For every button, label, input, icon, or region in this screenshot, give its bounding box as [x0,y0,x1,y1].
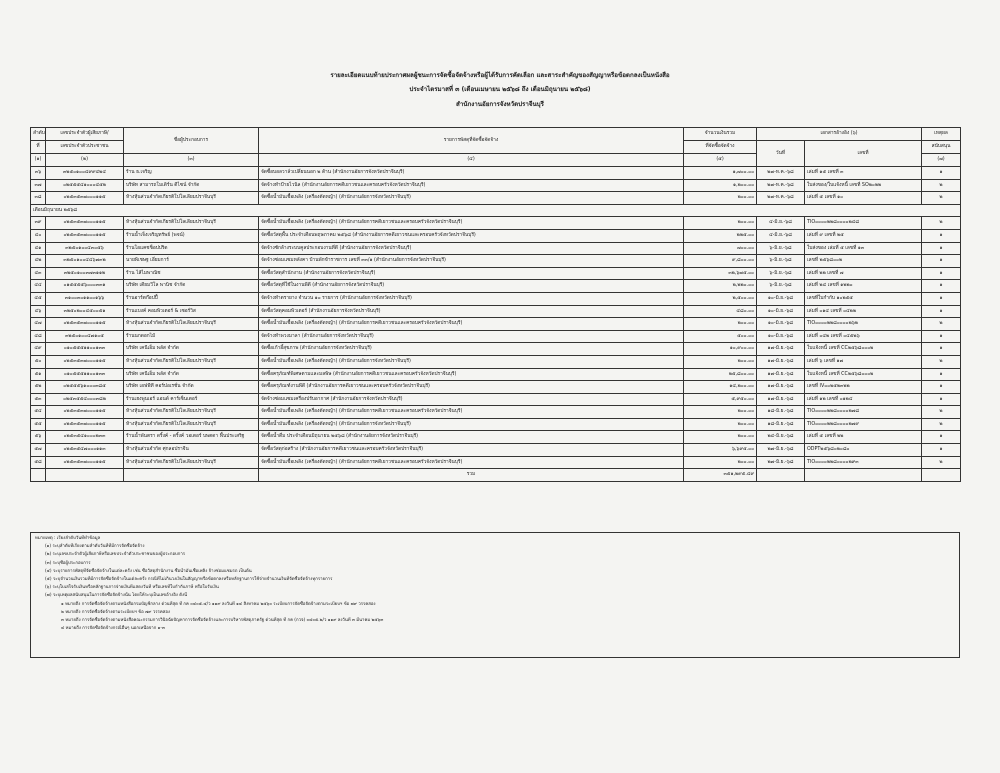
doc-period: ประจำไตรมาสที่ ๓ (เดือนเมษายน ๒๕๖๘ ถึง เดือนมิถุนายน ๒๕๖๘) [409,86,591,93]
row-ref: ใบแจ้งหนี้ เลขที่ CC๒๕๖๘๐๐๐๒ [805,343,922,356]
doc-office: สำนักงานอัยการจังหวัดปราจีนบุรี [456,101,544,108]
row-reason: ๒ [922,406,961,419]
row-amount: ๒๐๐.๐๐ [684,217,757,230]
row-ref: ใบส่งของ/ใบแจ้งหนี้ เลขที่ SO๒๐๒๒ [805,179,922,192]
row-ref: ODPT๒๕๖๘๐๒๐๘๐ [805,444,922,457]
row-item: จัดจ้างทำพวงมาลา (สำนักงานอัยการจังหวัดปราจีนบุรี) [259,330,684,343]
col-amount-2: ที่จัดซื้อจัดจ้าง [684,141,757,154]
row-amount: ๒,๒๒๐.๐๐ [684,280,757,293]
reason-3: ๓ หมายถึง การจัดซื้อจัดจ้างตามหนังสือคณะกรรมการวินิจฉัยปัญหาการจัดซื้อจัดจ้างและการบริหารพัสดุภาครัฐ ด่วนที่สุด ที่ กค (กวจ) ๐๔๐๕.๒/ว ๑๑๙ ลงวันที่ ๓ มีนาคม ๒๕๖๓ [61,618,384,624]
row-item: จัดซื้อครุภัณฑ์พิเศษตามและมลพิษ (สำนักงานอัยการคดีเยาวชนและครอบครัวจังหวัดปราจีนบุรี) [259,368,684,381]
table-row [31,343,961,356]
row-amount: ๙,๘๐๐.๐๐ [684,255,757,268]
rows-before [31,167,961,205]
row-reason: ๑ [922,305,961,318]
row-date: ๖-มิ.ย.-๖๘ [757,280,805,293]
row-amount: ๒๕,๘๐๐.๐๐ [684,368,757,381]
row-amount: ๒๐๐.๐๐ [684,431,757,444]
row-tax: ๓๒๕๐๑๐๐๔๔๖๗๓๒ [46,255,124,268]
procurement-table [30,127,961,482]
row-reason: ๒ [922,418,961,431]
row-reason: ๑ [922,280,961,293]
row-no: ๕๔ [31,406,46,419]
row-reason: ๑ [922,393,961,406]
row-vendor: ห้างหุ้นส่วนจำกัด ศุกลอปราจีน [124,444,259,457]
table-row [31,318,961,331]
row-ref: เลขที่ใบกำกับ ๑๐๒๕๕ [805,292,922,305]
row-ref: เลขที่ ๒๕๖๘๐๐๒ [805,255,922,268]
row-date: ๒๗-มิ.ย.-๖๘ [757,444,805,457]
month-label: เดือนมิถุนายน ๒๕๖๘ [31,204,961,217]
row-reason: ๑ [922,255,961,268]
row-item: จัดซื้อน้ำมันเชื้อเพลิง (เครื่องตัดหญ้า) (สำนักงานอัยการจังหวัดปราจีนบุรี) [259,355,684,368]
col-tax: เลขประจำตัวผู้เสียภาษี/ [46,128,124,141]
row-reason: ๒ [922,179,961,192]
total-section [31,469,961,482]
row-vendor: ร้านอาร์ตก๊อปปี้ [124,292,259,305]
table-row [31,255,961,268]
row-vendor: บริษัท เคนีเอ็ม พลัส จำกัด [124,343,259,356]
col-no-num: (๑) [31,154,46,167]
month-row [31,204,961,217]
row-no: ๔๘ [31,330,46,343]
row-date: ๒๗-มิ.ย.-๖๘ [757,456,805,469]
col-amount: จำนวนเงินรวม [684,128,757,141]
row-reason: ๑ [922,267,961,280]
row-date: ๑๐-มิ.ย.-๖๘ [757,330,805,343]
row-ref: เล่มที่ ๐๑๔ เลขที่ ๐๔๒๒ [805,305,922,318]
row-item: จัดจ้างทำตรายาง จำนวน ๑๐ รายการ (สำนักงานอัยการจังหวัดปราจีนบุรี) [259,292,684,305]
table-row [31,330,961,343]
row-amount: ๒๐๐.๐๐ [684,318,757,331]
row-amount: ๗๐๐.๐๐ [684,242,757,255]
row-no: ๓๘ [31,192,46,205]
row-ref: เล่มที่ ๕ เลขที่ ๑๐ [805,192,922,205]
row-no: ๔๒ [31,255,46,268]
note-4: (๔) ระบุรายการพัสดุที่จัดซื้อจัดจ้างในแต่ละครั้ง เช่น ซื้อวัสดุสำนักงาน ซื้อน้ำมันเชื้อเพลิง จ้างซ่อมแซมรถ เป็นต้น [45,568,252,574]
row-date: ๑๐-มิ.ย.-๖๘ [757,292,805,305]
note-1: (๑) ระบุลำดับที่เรียงตามลำดับวันที่ที่มีการจัดซื้อจัดจ้าง [45,544,145,550]
col-reason-2: สนับสนุน [922,141,961,154]
row-date: ๑๗-มิ.ย.-๖๘ [757,368,805,381]
row-tax: ๓๒๕๐๑๐๐๔๓๐๕๖ [46,242,124,255]
table-row [31,355,961,368]
row-no: ๔๐ [31,229,46,242]
total-row [31,469,961,482]
row-vendor: บริษัท สามารถโมเดิร์น ดีไซน์ จำกัด [124,179,259,192]
row-item: จัดซื้อเก้าอี้สุขภาพ (สำนักงานอัยการจังหวัดปราจีนบุรี) [259,343,684,356]
row-no: ๕๗ [31,444,46,457]
row-no: ๕๘ [31,456,46,469]
row-date: ๑๗-มิ.ย.-๖๘ [757,381,805,394]
table-row [31,242,961,255]
row-amount: ๒๐๐.๐๐ [684,192,757,205]
row-ref: เล่มที่ ๐๔๒ เลขที่ ๐๔๕๒๖ [805,330,922,343]
table-row [31,444,961,457]
col-vendor-num: (๓) [124,154,259,167]
row-tax: ๐๒๕๓๕๓๗๐๐๐๑๑๕ [46,217,124,230]
table-row [31,217,961,230]
row-item: จัดซื้อบอลวาล์วเปลี่ยนนอก ๒ ด้าน (สำนักงานอัยการจังหวัดปราจีนบุรี) [259,167,684,180]
row-reason: ๑ [922,381,961,394]
row-vendor: ร้านน้ำพันตรา ดริ้งค์ - ดริ้งค์ วอเตอร์ บพตดา ฟิ้นประเสริฐ [124,431,259,444]
row-no: ๔๑ [31,242,46,255]
row-tax: ๓๑๐๐๓๐๑๑๐๐๑๖๖ [46,292,124,305]
row-reason: ๒ [922,217,961,230]
row-item: จัดซื้อน้ำมันเชื้อเพลิง (เครื่องตัดหญ้า) (สำนักงานอัยการจังหวัดปราจีนบุรี) [259,418,684,431]
row-vendor: ร้านเฮงพูนเอร์ แอนด์ คาร์เซ็นเตอร์ [124,393,259,406]
row-item: จัดซื้อครุภัณฑ์งานพีดี (สำนักงานอัยการคดีเยาวชนและครอบครัวจังหวัดปราจีนบุรี) [259,381,684,394]
row-reason: ๒ [922,192,961,205]
row-tax: ๓๒๕๐๑๐๐๔๙๙๔๒๔ [46,167,124,180]
row-item: จัดซื้อวัสดุพื้น ประจำเดือนพฤษภาคม ๒๕๖๘ (สำนักงานอัยการคดีเยาวชนและครอบครัวจังหวัดปราจีนบุรี) [259,229,684,242]
row-vendor: ห้างหุ้นส่วนจำกัดเกียรติโปโลเลียมปราจีนบุรี [124,355,259,368]
table-row [31,418,961,431]
note-2: (๒) ระบุเลขประจำตัวผู้เสียภาษีหรือเลขประจำตัวประชาชนของผู้ประกอบการ [45,552,186,558]
row-tax: ๓๒๕๐๑๐๐๓๗๓๑๑๒ [46,267,124,280]
row-amount: ๒๐๐.๐๐ [684,418,757,431]
row-item: จัดจ้างซักล้างระบบคูลประกอบงานที่ดี (สำนักงานอัยการจังหวัดปราจีนบุรี) [259,242,684,255]
doc-title: รายละเอียดแนบท้ายประกาศผลผู้ชนะการจัดซื้อจัดจ้างหรือผู้ได้รับการคัดเลือก และสาระสำคัญของสัญญาหรือข้อตกลงเป็นหนังสือ [330,72,670,79]
row-vendor: ห้างหุ้นส่วนจำกัดเกียรติโปโลเลียมปราจีนบุรี [124,418,259,431]
table-row [31,393,961,406]
row-item: จัดซื้อน้ำมันเชื้อเพลิง (เครื่องตัดหญ้า) (สำนักงานอัยการจังหวัดปราจีนบุรี) [259,192,684,205]
row-no: ๔๗ [31,318,46,331]
row-item: จัดจ้างซ่อมแซมหลังคา บ้านพักข้าราชการ เลขที่ ๓๓/๑ (สำนักงานอัยการจังหวัดปราจีนบุรี) [259,255,684,268]
row-ref: ใบส่งของ เล่มที่ ๕ เลขที่ ๑๓ [805,242,922,255]
row-ref: เล่มที่ ๖ เลขที่ ๑๗ [805,355,922,368]
col-ref: เอกสารอ้างอิง (๖) [757,128,922,141]
row-no: ๕๒ [31,381,46,394]
row-tax: ๓๒๕๐๑๐๐๔๗๑๐๕ [46,330,124,343]
row-tax: ๓๒๕๐๒๐๐๔๕๐๐๕๑ [46,305,124,318]
row-item: จัดซื้อน้ำมันเชื้อเพลิง (เครื่องตัดหญ้า) (สำนักงานอัยการคดีเยาวชนและครอบครัวจังหวัดปราจีนบุรี) [259,406,684,419]
row-item: จัดซื้อน้ำมันเชื้อเพลิง (เครื่องตัดหญ้า) (สำนักงานอัยการคดีเยาวชนและครอบครัวจังหวัดปราจีนบุรี) [259,456,684,469]
row-reason: ๑ [922,343,961,356]
row-date: ๖-มิ.ย.-๖๘ [757,255,805,268]
col-amount-num: (๕) [684,154,757,167]
row-reason: ๑ [922,330,961,343]
row-reason: ๑ [922,368,961,381]
row-ref: TIO๐๐๐๐๒๒๘๐๐๐๐๒๗๘ [805,406,922,419]
total-label: รวม [259,469,684,482]
row-no: ๓๗ [31,179,46,192]
table-row [31,305,961,318]
col-ref-date: วันที่ [757,141,805,167]
row-tax: ๐๒๕๓๕๓๗๐๐๐๑๑๕ [46,456,124,469]
row-vendor: ร้านโอแคชช็อปปริด [124,242,259,255]
row-ref: เล่มที่ ๑๕ เลขที่ ๓ [805,167,922,180]
row-date: ๒๗-ห.ค.-๖๘ [757,167,805,180]
row-date: ๑๗-มิ.ย.-๖๘ [757,355,805,368]
table-row [31,229,961,242]
row-ref: TIO๐๐๐๐๒๒๘๐๐๐๐๒๗๙ [805,418,922,431]
row-date: ๔-มิ.ย.-๖๘ [757,217,805,230]
row-vendor: ร้านแบงค์ คอมพิวเตอร์ & เซอร์วิส [124,305,259,318]
row-reason: ๑ [922,242,961,255]
month-section [31,204,961,217]
note-6: (๖) ระบุใบเสร็จรับเงินหรือหลักฐานการจ่ายเงินที่แสดงวันที่ หรือเลขที่ใบกำกับภาษี หรือใบรับเงิน [45,585,219,591]
row-ref: เล่มที่ ๒๒ เลขที่ ๗ [805,267,922,280]
row-item: จัดซื้อน้ำมันเชื้อเพลิง (เครื่องตัดหญ้า) (สำนักงานอัยการคดีเยาวชนและครอบครัวจังหวัดปราจีนบุรี) [259,217,684,230]
row-tax: ๐๒๕๓๕๓๗๐๐๐๑๑๕ [46,418,124,431]
row-item: จัดจ้างทำป้ายไวนิล (สำนักงานอัยการคดีเยาวชนและครอบครัวจังหวัดปราจีนบุรี) [259,179,684,192]
row-amount: ๔๘๐.๐๐ [684,305,757,318]
table-row [31,179,961,192]
row-vendor: ห้างหุ้นส่วนจำกัดเกียรติโปโลเลียมปราจีนบุรี [124,456,259,469]
rows-june [31,217,961,469]
row-ref: TIO๐๐๐๐๒๒๘๐๐๐๐๒๔๘ [805,217,922,230]
row-ref: เลขที่ IV๐๐๒๕๒๓๒๒ [805,381,922,394]
table-row [31,456,961,469]
row-date: ๖-มิ.ย.-๖๘ [757,267,805,280]
row-no: ๔๖ [31,305,46,318]
row-vendor: ร้าน ไส้ไมพาณิช [124,267,259,280]
table-header [31,128,961,167]
col-no-2: ที่ [31,141,46,154]
row-tax: ๐๒๕๓๕๕๔๐๐๐๓๘๒ [46,393,124,406]
row-item: จัดซื้อวัสดุสำนักงาน (สำนักงานอัยการจังหวัดปราจีนบุรี) [259,267,684,280]
row-ref: ใบแจ้งหนี้ เลขที่ CC๒๕๖๘๐๐๐๒ [805,368,922,381]
row-vendor: บริษัท เอฟพีที คอร์ปอเรชั่น จำกัด [124,381,259,394]
row-date: ๒๔-มิ.ย.-๖๘ [757,431,805,444]
row-ref: เล่มที่ ๑๒ เลขที่ ๐๑๒๔ [805,393,922,406]
row-no: ๔๓ [31,267,46,280]
row-amount: ๑,๒๐๐.๐๐ [684,179,757,192]
row-vendor: บริษัท เคนีเอ็ม พลัส จำกัด [124,368,259,381]
row-amount: ๓๒,๖๗๕.๐๐ [684,267,757,280]
row-ref: เล่มที่ ๙ เลขที่ ๒๕ [805,229,922,242]
row-tax: ๐๑๐๕๕๕๑๑๐๐๑๓๓ [46,343,124,356]
row-ref: TIO๐๐๐๐๒๒๘๐๐๐๐๒๙๓ [805,456,922,469]
row-date: ๑๐-มิ.ย.-๖๘ [757,318,805,331]
row-no: ๔๔ [31,280,46,293]
row-amount: ๕๐๐.๐๐ [684,330,757,343]
note-7: (๗) ระบุเหตุผลสนับสนุนในการจัดซื้อจัดจ้างนั้น โดยให้ระบุเป็นเลขอ้างอิง ดังนี้ [45,593,188,599]
row-reason: ๒ [922,456,961,469]
row-amount: ๑๔,๒๐๐.๐๐ [684,381,757,394]
note-5: (๕) ระบุจำนวนเงินรวมที่มีการจัดซื้อจัดจ้างในแต่ละครั้ง กรณีที่ไม่เกินวงเงินในสัญญาหรือข้อตกลงหรือหลักฐานการใช้จ่ายจำนวนเงินที่จัดซื้อจัดจ้างทุกรายการ [45,577,333,583]
row-date: ๑๘-มิ.ย.-๖๘ [757,406,805,419]
row-no: ๔๕ [31,292,46,305]
table-row [31,406,961,419]
row-tax: ๐๒๕๓๕๓๗๐๐๐๑๑๕ [46,229,124,242]
table-row [31,431,961,444]
row-item: จัดซื้อวัสดุที่ใช้ในงานพีดี (สำนักงานอัยการจังหวัดปราจีนบุรี) [259,280,684,293]
col-item: รายการพัสดุที่จัดซื้อจัดจ้าง [259,128,684,154]
row-no: ๓๙ [31,217,46,230]
row-vendor: บริษัท เดียมวีโล พานิช จำกัด [124,280,259,293]
row-ref: เล่มที่ ๕ เลขที่ ๒๒ [805,431,922,444]
row-amount: ๒๐๐.๐๐ [684,406,757,419]
row-tax: ๐๒๕๓๕๓๗๐๐๐๑๑๕ [46,318,124,331]
row-tax: ๐๒๕๓๕๔๗๐๐๐๑๑๓ [46,444,124,457]
row-reason: ๑ [922,292,961,305]
col-no: ลำดับ [31,128,46,141]
table-row [31,267,961,280]
table-row [31,381,961,394]
row-amount: ๒,๕๐๐.๐๐ [684,292,757,305]
row-amount: ๒๒๕.๐๐ [684,229,757,242]
table-row [31,292,961,305]
row-no: ๔๙ [31,343,46,356]
row-tax: ๐๒๕๓๕๓๗๐๐๐๑๑๕ [46,355,124,368]
row-vendor: ร้าน ธ.เจริญ [124,167,259,180]
row-item: จัดซื้อวัสดุคอมพิวเตอร์ (สำนักงานอัยการจังหวัดปราจีนบุรี) [259,305,684,318]
row-reason: ๑ [922,444,961,457]
col-tax-2: เลขประจำตัวประชาชน [46,141,124,154]
row-item: จัดซื้อวัสดุก่อสร้าง (สำนักงานอัยการคดีเยาวชนและครอบครัวจังหวัดปราจีนบุรี) [259,444,684,457]
row-tax: ๐๒๕๓๕๔๑๐๐๐๒๓๓ [46,431,124,444]
row-no: ๕๓ [31,393,46,406]
row-amount: ๕,๙๕๐.๐๐ [684,393,757,406]
table-row [31,280,961,293]
row-no: ๕๖ [31,431,46,444]
notes-head: หมายเหตุ : เรียงลำดับวันที่ทำข้อมูล [35,536,101,541]
row-amount: ๑๐,๙๐๐.๐๐ [684,343,757,356]
row-ref: TIO๐๐๐๐๒๒๘๐๐๐๐๒๖๒ [805,318,922,331]
row-vendor: นายพิเชษฐ เอี่ยมการ์ [124,255,259,268]
row-tax: ๐๒๕๕๕๖๑๐๐๐๓๘๕ [46,381,124,394]
col-ref-no: เลขที่ [805,141,922,167]
row-date: ๑๗-มิ.ย.-๖๘ [757,393,805,406]
row-reason: ๒ [922,318,961,331]
row-amount: ๑,๗๐๐.๐๐ [684,167,757,180]
row-tax: ๐๒๕๓๕๓๗๐๐๐๑๑๕ [46,192,124,205]
row-vendor: ห้างหุ้นส่วนจำกัดเกียรติโปโลเลียมปราจีนบุรี [124,318,259,331]
row-tax: ๐๑๐๕๕๕๑๑๐๐๑๓๓ [46,368,124,381]
row-vendor: ร้านนกดอกไม้ [124,330,259,343]
table-row [31,192,961,205]
row-vendor: ห้างหุ้นส่วนจำกัดเกียรติโปโลเลียมปราจีนบุรี [124,217,259,230]
reason-1: ๑ หมายถึง การจัดซื้อจัดจ้างตามหนังสือกรมบัญชีกลาง ด่วนที่สุด ที่ กค ๐๔๐๕.๔/ว ๑๑๙ ลงวันที่ ๑๔ สิงหาคม ๒๕๖๐ ระเบียบการจัดซื้อจัดจ้างตามระเบียบฯ ข้อ ๗๙ วรรคสอง [61,601,376,607]
row-reason: ๒ [922,355,961,368]
row-tax: ๐๒๕๕๕๔๑๐๐๐๔๕๒ [46,179,124,192]
table-row [31,167,961,180]
row-date: ๒๗-ห.ค.-๖๘ [757,192,805,205]
row-item: จัดซื้อน้ำมันเชื้อเพลิง (เครื่องตัดหญ้า) (สำนักงานอัยการคดีเยาวชนและครอบครัวจังหวัดปราจีนบุรี) [259,318,684,331]
notes-box [30,532,960,658]
col-item-num: (๔) [259,154,684,167]
row-date: ๔-มิ.ย.-๖๘ [757,229,805,242]
row-ref: เล่มที่ ๒๔ เลขที่ ๑๒๒๐ [805,280,922,293]
row-date: ๒๗-ห.ค.-๖๘ [757,179,805,192]
row-vendor: ห้างหุ้นส่วนจำกัดเกียรติโปโลเลียมปราจีนบุรี [124,406,259,419]
row-tax: ๐๑๕๕๕๕๖๐๐๐๓๓๑ [46,280,124,293]
row-item: จัดจ้างซ่อมแซมเครื่องปรับอากาศ (สำนักงานอัยการจังหวัดปราจีนบุรี) [259,393,684,406]
col-tax-num: (๒) [46,154,124,167]
total-amount: ๓๕๑,๒๙๕.๔๙ [684,469,757,482]
col-vendor: ชื่อผู้ประกอบการ [124,128,259,154]
row-no: ๕๑ [31,368,46,381]
col-reason-num: (๗) [922,154,961,167]
row-reason: ๑ [922,229,961,242]
row-no: ๕๐ [31,355,46,368]
row-item: จัดซื้อน้ำดื่ม ประจำเดือนมิถุนายน ๒๕๖๘ (สำนักงานอัยการจังหวัดปราจีนบุรี) [259,431,684,444]
row-date: ๑๐-มิ.ย.-๖๘ [757,305,805,318]
row-date: ๖-มิ.ย.-๖๘ [757,242,805,255]
row-no: ๕๕ [31,418,46,431]
note-3: (๓) ระบุชื่อผู้ประกอบการ [45,560,91,566]
reason-4: ๔ หมายถึง การจัดซื้อจัดจ้างกรณีอื่นๆ นอกเหนือจาก ๑-๓ [61,626,165,632]
row-no: ๓๖ [31,167,46,180]
reason-2: ๒ หมายถึง การจัดซื้อจัดจ้างตามระเบียบฯ ข้อ ๗๙ วรรคสอง [61,609,171,615]
row-reason: ๑ [922,431,961,444]
row-amount: ๒๐๐.๐๐ [684,456,757,469]
row-amount: ๒๐๐.๐๐ [684,355,757,368]
row-reason: ๑ [922,167,961,180]
row-vendor: ห้างหุ้นส่วนจำกัดเกียรติโปโลเลียมปราจีนบุรี [124,192,259,205]
table-row [31,368,961,381]
col-reason: เหตุผล [922,128,961,141]
row-date: ๑๘-มิ.ย.-๖๘ [757,418,805,431]
row-date: ๑๗-มิ.ย.-๖๘ [757,343,805,356]
row-vendor: ร้านน้ำเจ็งเจริญทรัพย์ (พจน์) [124,229,259,242]
row-amount: ๖,๖๙๕.๐๐ [684,444,757,457]
row-tax: ๐๒๕๓๕๓๗๐๐๐๑๑๕ [46,406,124,419]
